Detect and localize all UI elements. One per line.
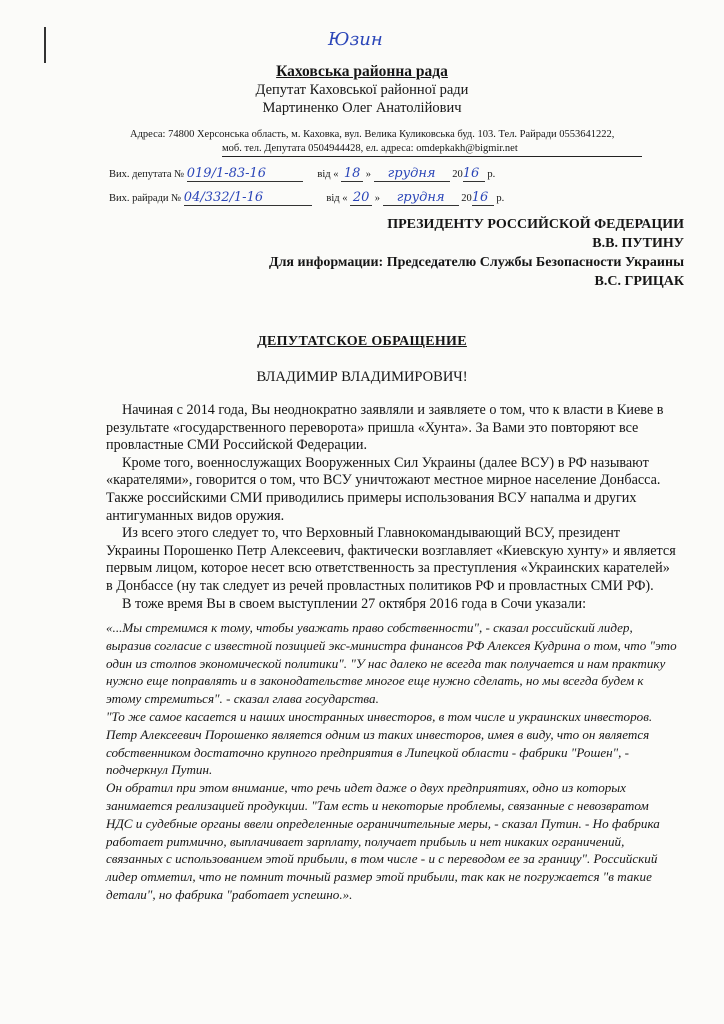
outgoing-rada-year: 16 (472, 190, 494, 206)
contact-line-address: Адреса: 74800 Херсонська область, м. Каховка, вул. Велика Куликовська буд. 103. Тел. Райради 0553641222, (130, 129, 615, 140)
date-from-label-2: від « (326, 193, 348, 204)
handwritten-top-note: Юзин (328, 29, 383, 50)
outgoing-rada-label: Вих. райради № (109, 193, 182, 204)
year-prefix-2: 20 (461, 193, 472, 204)
quote-paragraph: Он обратил при этом внимание, что речь идет даже о двух предприятиях, одно из которых занимается реализацией продукции. "Там есть и некоторые проблемы, связанные с невозвратом НДС и судебные органы ввели определенные ограничительные меры, - сказал Путин. - Но фабрика работает ритмично, выплачивает зарплату, получает прибыль и нет никаких ограничений, связанных с использованием этой прибыли, в том числе - и с переводом ее за границу". Российский лидер отметил, что не помнит точный размер этой прибыли, так как не погружается "в такие детали", но фабрика "работает успешно.». (106, 780, 660, 902)
salutation: ВЛАДИМИР ВЛАДИМИРОВИЧ! (256, 369, 468, 385)
outgoing-deputy-month: грудня (374, 166, 450, 182)
body-paragraph: В тоже время Вы в своем выступлении 27 октября 2016 года в Сочи указали: (122, 595, 587, 612)
document-title: ДЕПУТАТСКОЕ ОБРАЩЕНИЕ (257, 334, 467, 349)
outgoing-rada-number: 04/332/1-16 (184, 190, 312, 206)
contact-phone-text: моб. тел. Депутата 0504944428, ел. адреса: omdepkakh@bigmir.net (222, 142, 642, 157)
org-name: Каховська районна рада (276, 63, 448, 80)
outgoing-deputy-number: 019/1-83-16 (187, 166, 303, 182)
quote-paragraph: «...Мы стремимся к тому, чтобы уважать право собственности", - сказал российский лидер, выразив согласие с известной позицией экс-министра финансов РФ Алексея Кудрина о том, что "это один из столпов экономической политики". "У нас далеко не всегда так получается и нам практику нужно еще поправлять и в законодательстве многое еще нужно сделать, но мы всегда будем к этому стремиться". - сказал глава государства. (106, 620, 677, 707)
outgoing-deputy-day: 18 (341, 166, 363, 182)
letter-body (106, 402, 676, 613)
date-mid-label-2: » (374, 193, 381, 204)
outgoing-rada-row (109, 190, 504, 206)
date-from-label: від « (317, 169, 339, 180)
addressee-line-3: Для информации: Председателю Службы Безопасности Украины (268, 255, 684, 270)
body-paragraph: Начиная с 2014 года, Вы неоднократно заявляли и заявляете о том, что к власти в Киеве в результате «государственного переворота» пришла «Хунта». За Вами это повторяют все провластные СМИ Российской Федерации. (106, 402, 664, 454)
contact-line-phone (130, 142, 690, 157)
outgoing-deputy-row (109, 166, 495, 182)
addressee-block (184, 215, 684, 291)
contacts-block (130, 128, 690, 157)
outgoing-rada-day: 20 (350, 190, 372, 206)
year-end-label: р. (487, 169, 496, 180)
addressee-line-2: В.В. ПУТИНУ (592, 236, 684, 251)
outgoing-rada-month: грудня (383, 190, 459, 206)
outgoing-deputy-year: 16 (463, 166, 485, 182)
deputy-name: Мартиненко Олег Анатолійович (262, 100, 462, 116)
addressee-line-4: В.С. ГРИЦАК (594, 274, 684, 289)
year-prefix: 20 (452, 169, 463, 180)
year-end-label-2: р. (496, 193, 505, 204)
quote-block (106, 619, 678, 904)
outgoing-deputy-label: Вих. депутата № (109, 169, 185, 180)
date-mid-label: » (365, 169, 371, 180)
body-paragraph: Кроме того, военнослужащих Вооруженных Сил Украины (далее ВСУ) в РФ называют «карателями», говорится о том, что ВСУ уничтожают местное мирное население Донбасса. Также российскими СМИ приводились примеры использования ВСУ напалма и других антигуманных видов оружия. (106, 454, 661, 524)
margin-pen-mark (44, 27, 46, 63)
addressee-line-1: ПРЕЗИДЕНТУ РОССИЙСКОЙ ФЕДЕРАЦИИ (387, 217, 684, 232)
deputy-position: Депутат Каховської районної ради (255, 82, 469, 98)
body-paragraph: Из всего этого следует то, что Верховный Главнокомандывающий ВСУ, президент Украины Порошенко Петр Алексеевич, фактически возглавляет «Киевскую хунту» и является первым лицом, которое несет всю ответственность за преступления «Украинских карателей» в Донбассе (ну так следует из речей провластных политиков РФ и провластных СМИ РФ). (106, 525, 676, 594)
quote-paragraph: "То же самое касается и наших иностранных инвесторов, в том числе и украинских инвесторов. Петр Алексеевич Порошенко является одним из таких инвесторов, имея в виду, что он является собственником достаточно крупного предприятия в Липецкой области - фабрики "Рошен", - подчеркнул Путин. (106, 708, 653, 778)
